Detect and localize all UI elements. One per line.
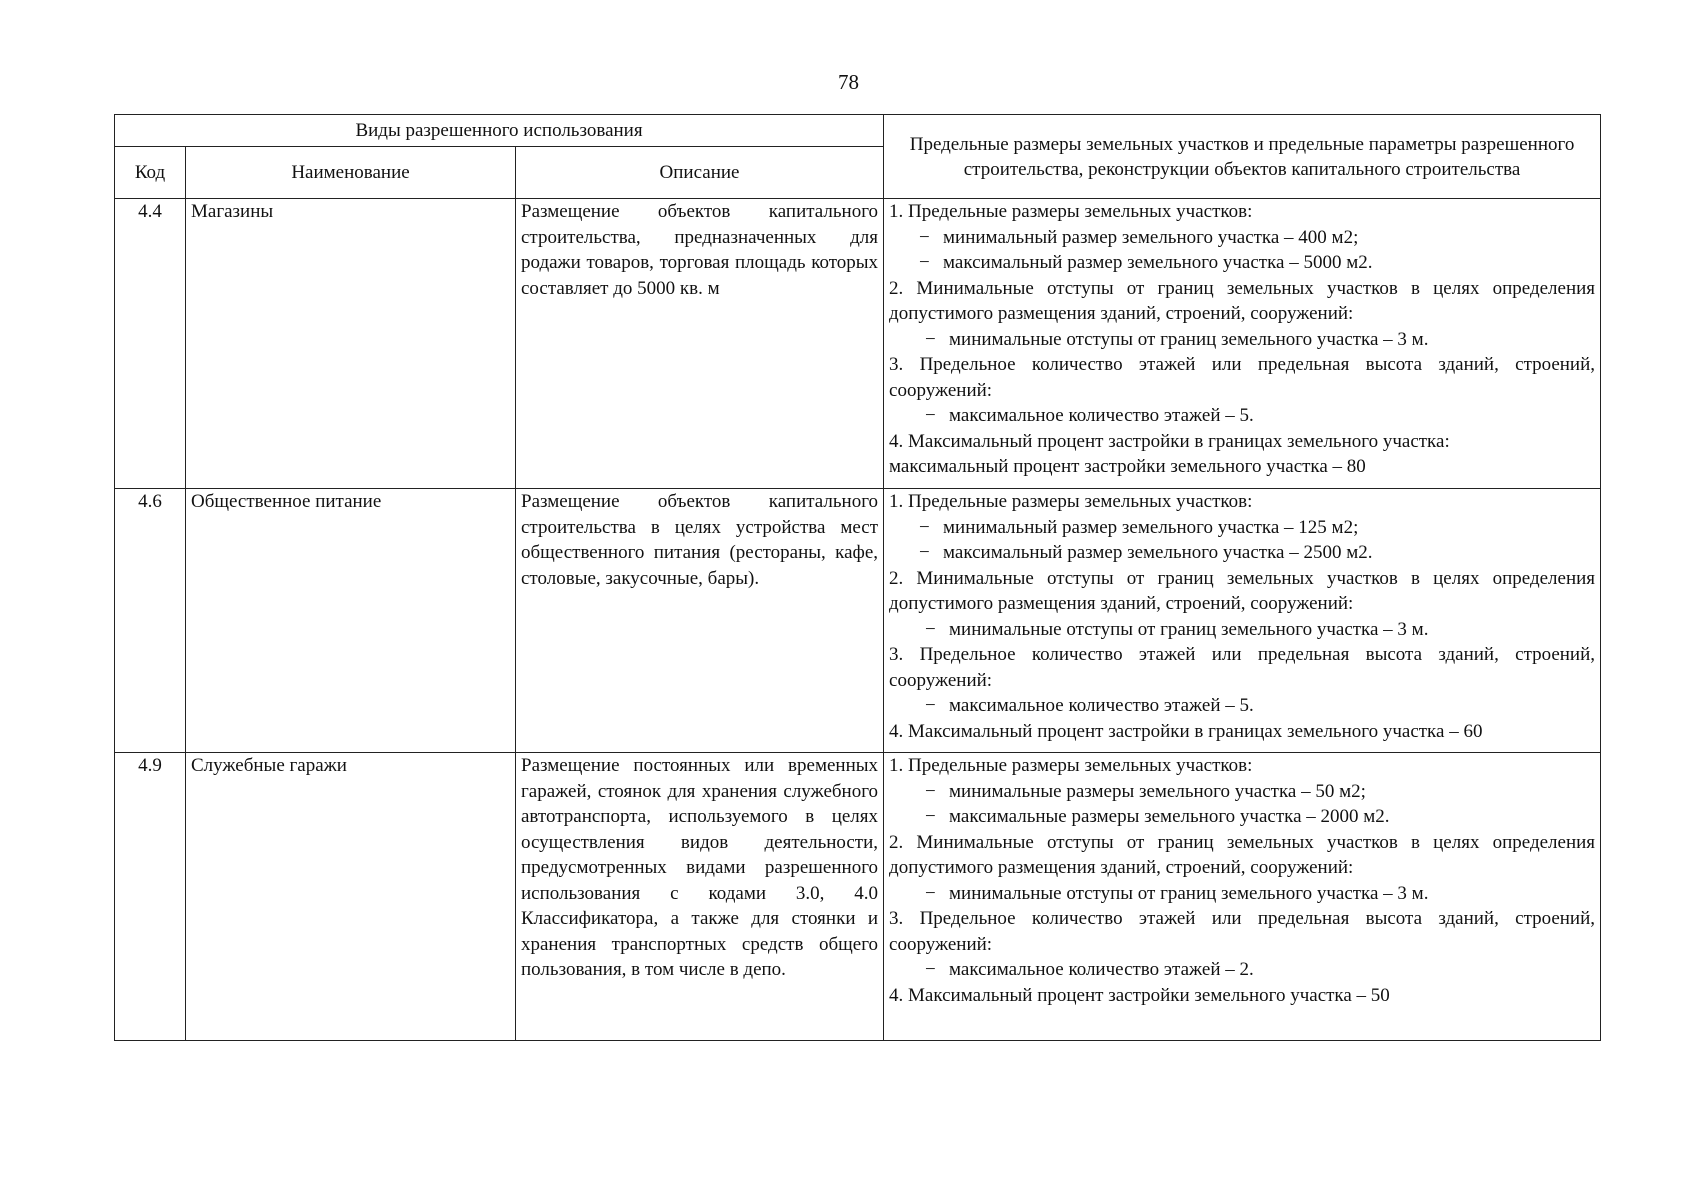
parameter-line: 2. Минимальные отступы от границ земельных участков в целях определения допустимого размещения зданий, строений, сооружений: — [889, 277, 1596, 324]
parameter-line: 1. Предельные размеры земельных участков: — [889, 491, 1253, 512]
parameter-line: 1. Предельные размеры земельных участков: — [889, 755, 1253, 776]
header-name: Наименование — [186, 147, 516, 199]
parameter-bullet — [889, 403, 1595, 429]
dash-bullet-icon: − — [925, 618, 936, 640]
row-name: Общественное питание — [186, 489, 516, 753]
row-parameters — [884, 199, 1601, 489]
row-code: 4.9 — [115, 753, 186, 1041]
parameter-bullet-text: максимальный размер земельного участка – 5000 м2. — [943, 252, 1373, 273]
dash-bullet-icon: − — [925, 328, 936, 350]
parameter-line: 4. Максимальный процент застройки в границах земельного участка: — [889, 430, 1450, 452]
dash-bullet-icon: − — [925, 695, 936, 716]
parameter-line: 4. Максимальный процент застройки в границах земельного участка – 60 — [889, 720, 1483, 742]
parameter-bullet — [889, 779, 1595, 805]
row-description: Размещение объектов капитального строительства, предназначенных для родажи товаров, торговая площадь которых составляет до 5000 кв. м — [516, 199, 884, 489]
parameter-bullet-text: максимальные размеры земельного участка – 2000 м2. — [949, 806, 1390, 827]
row-description: Размещение объектов капитального строительства в целях устройства мест общественного питания (рестораны, кафе, столовые, закусочные, бары). — [516, 489, 884, 753]
parameter-line: максимальный процент застройки земельного участка – 80 — [889, 456, 1366, 477]
table-row — [115, 489, 1601, 753]
parameter-bullet-text: минимальный размер земельного участка – 125 м2; — [943, 516, 1359, 538]
parameter-bullet — [889, 515, 1595, 541]
parameter-line: 1. Предельные размеры земельных участков: — [889, 201, 1253, 222]
dash-bullet-icon: − — [925, 959, 936, 980]
header-group-left: Виды разрешенного использования — [115, 115, 884, 147]
parameter-bullet — [889, 693, 1595, 719]
dash-bullet-icon: − — [925, 806, 936, 827]
row-code: 4.6 — [115, 489, 186, 753]
dash-bullet-icon: − — [919, 252, 930, 273]
parameter-line: 4. Максимальный процент застройки земельного участка – 50 — [889, 984, 1390, 1006]
row-parameters — [884, 753, 1601, 1041]
row-description: Размещение постоянных или временных гаражей, стоянок для хранения служебного автотранспорта, используемого в целях осуществления видов деятельности, предусмотренных видами разрешенного использования с кодами 3.0, 4.0 Классификатора, а также для стоянки и хранения транспортных средств общего пользования, в том числе в депо. — [516, 753, 884, 1041]
parameter-line: 2. Минимальные отступы от границ земельных участков в целях определения допустимого размещения зданий, строений, сооружений: — [889, 567, 1596, 614]
parameter-bullet-text: минимальный размер земельного участка – 400 м2; — [943, 226, 1359, 248]
parameter-line: 3. Предельное количество этажей или предельная высота зданий, строений, сооружений: — [889, 644, 1596, 691]
parameter-bullet — [889, 540, 1595, 566]
parameter-line: 2. Минимальные отступы от границ земельных участков в целях определения допустимого размещения зданий, строений, сооружений: — [889, 831, 1596, 878]
dash-bullet-icon: − — [925, 405, 936, 426]
header-code: Код — [115, 147, 186, 199]
parameter-bullet-text: минимальные отступы от границ земельного участка – 3 м. — [949, 618, 1429, 640]
parameter-bullet — [889, 617, 1595, 643]
parameter-bullet — [889, 957, 1595, 983]
row-code: 4.4 — [115, 199, 186, 489]
parameter-bullet — [889, 881, 1595, 907]
dash-bullet-icon: − — [919, 516, 930, 538]
table-row — [115, 753, 1601, 1041]
table-body — [115, 199, 1601, 1041]
row-name: Служебные гаражи — [186, 753, 516, 1041]
parameter-line: 3. Предельное количество этажей или предельная высота зданий, строений, сооружений: — [889, 354, 1596, 401]
parameter-bullet-text: максимальное количество этажей – 5. — [949, 695, 1254, 716]
parameter-bullet-text: максимальный размер земельного участка – 2500 м2. — [943, 542, 1373, 563]
dash-bullet-icon: − — [925, 780, 936, 802]
parameter-bullet — [889, 804, 1595, 830]
dash-bullet-icon: − — [919, 542, 930, 563]
dash-bullet-icon: − — [919, 226, 930, 248]
parameter-bullet-text: минимальные размеры земельного участка – 50 м2; — [949, 780, 1366, 802]
parameter-bullet — [889, 225, 1595, 251]
parameter-bullet-text: минимальные отступы от границ земельного участка – 3 м. — [949, 328, 1429, 350]
parameter-bullet-text: минимальные отступы от границ земельного участка – 3 м. — [949, 882, 1429, 904]
row-name: Магазины — [186, 199, 516, 489]
parameter-bullet — [889, 327, 1595, 353]
land-use-table — [114, 114, 1601, 1041]
header-group-right: Предельные размеры земельных участков и предельные параметры разрешенного строительства, реконструкции объектов капитального строительства — [884, 115, 1601, 199]
parameter-bullet-text: максимальное количество этажей – 5. — [949, 405, 1254, 426]
parameter-bullet — [889, 250, 1595, 276]
page-number: 78 — [838, 70, 859, 94]
header-description: Описание — [516, 147, 884, 199]
dash-bullet-icon: − — [925, 882, 936, 904]
row-parameters — [884, 489, 1601, 753]
table-row — [115, 199, 1601, 489]
parameter-line: 3. Предельное количество этажей или предельная высота зданий, строений, сооружений: — [889, 908, 1596, 955]
parameter-bullet-text: максимальное количество этажей – 2. — [949, 959, 1254, 980]
